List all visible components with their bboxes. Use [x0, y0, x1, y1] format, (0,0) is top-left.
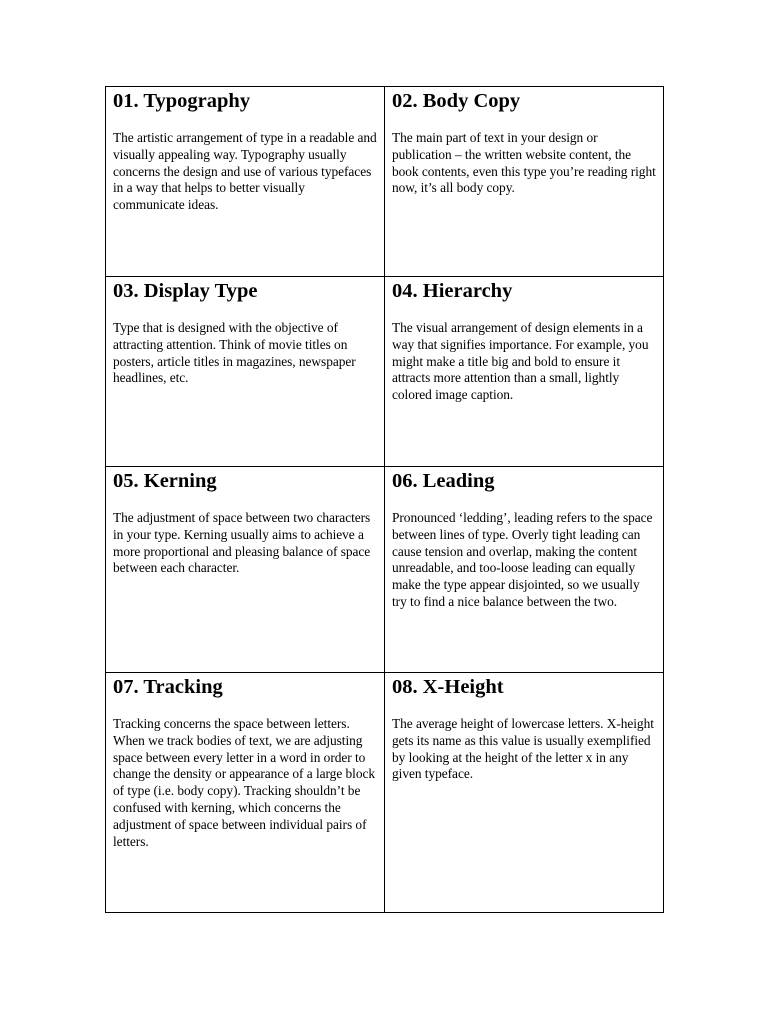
glossary-table — [105, 86, 664, 913]
glossary-cell-body-copy — [385, 87, 664, 277]
term-heading: 08. X-Height — [392, 676, 504, 698]
glossary-cell-typography — [106, 87, 385, 277]
term-definition: The average height of lowercase letters. X-height gets its name as this value is usually exemplified by looking at the height of the letter x in any given typeface. — [392, 716, 654, 782]
term-definition: Type that is designed with the objective of attracting attention. Think of movie titles on posters, article titles in magazines, newspaper headlines, etc. — [113, 320, 356, 386]
term-heading: 02. Body Copy — [392, 90, 521, 112]
term-heading: 05. Kerning — [113, 470, 217, 492]
term-heading: 04. Hierarchy — [392, 280, 513, 302]
term-definition: The visual arrangement of design elements in a way that signifies importance. For example, you might make a title big and bold to ensure it attracts more attention than a small, lightly colored image caption. — [392, 320, 649, 403]
glossary-cell-kerning — [106, 467, 385, 673]
term-definition: The adjustment of space between two characters in your type. Kerning usually aims to achieve a more proportional and pleasing balance of space between each character. — [113, 510, 371, 576]
glossary-row — [106, 277, 664, 467]
glossary-row — [106, 673, 664, 913]
glossary-cell-hierarchy — [385, 277, 664, 467]
term-heading: 06. Leading — [392, 470, 495, 492]
glossary-cell-display-type — [106, 277, 385, 467]
glossary-cell-leading — [385, 467, 664, 673]
term-heading: 03. Display Type — [113, 280, 258, 302]
term-definition: The main part of text in your design or publication – the written website content, the book contents, even this type you’re reading right now, it’s all body copy. — [392, 130, 656, 196]
term-heading: 01. Typography — [113, 90, 251, 112]
glossary-row — [106, 87, 664, 277]
glossary-row — [106, 467, 664, 673]
glossary-cell-tracking — [106, 673, 385, 913]
term-definition: The artistic arrangement of type in a readable and visually appealing way. Typography usually concerns the design and use of various typefaces in a way that helps to better visually communicate ideas. — [113, 130, 377, 213]
term-definition: Tracking concerns the space between letters. When we track bodies of text, we are adjusting space between every letter in a word in order to change the density or appearance of a large block of type (i.e. body copy). Tracking shouldn’t be confused with kerning, which concerns the adjustment of space between individual pairs of letters. — [113, 716, 376, 849]
glossary-cell-x-height — [385, 673, 664, 913]
term-heading: 07. Tracking — [113, 676, 223, 698]
term-definition: Pronounced ‘ledding’, leading refers to the space between lines of type. Overly tight leading can cause tension and overlap, making the content unreadable, and too-loose leading can equally make the type appear disjointed, so we usually try to find a nice balance between the two. — [392, 510, 653, 609]
